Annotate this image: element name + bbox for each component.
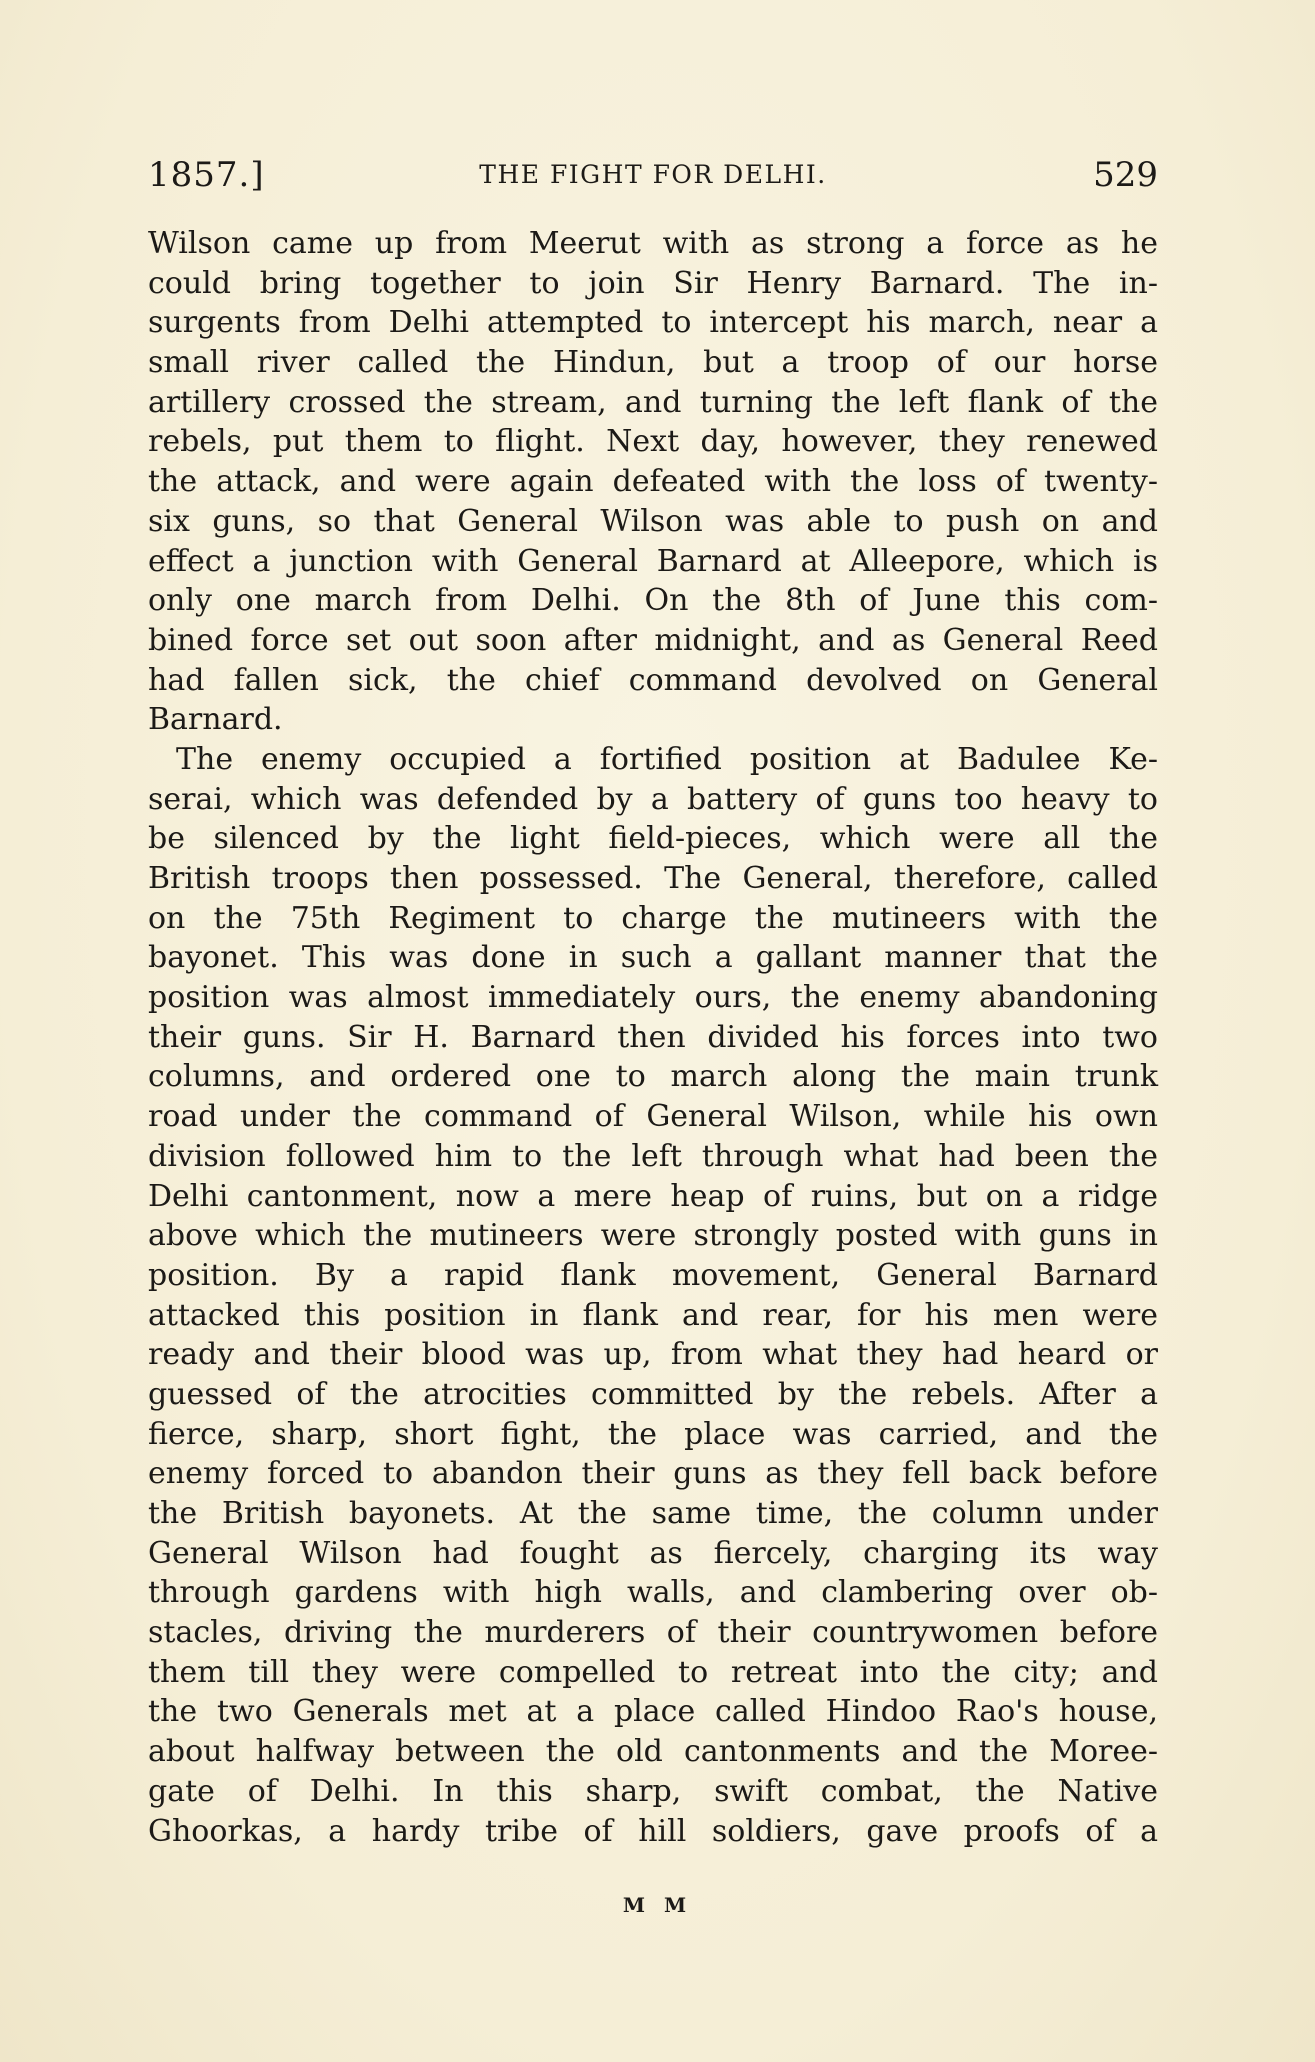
text-line: only one march from Delhi. On the 8th of June this com-: [148, 583, 1158, 619]
running-header: [148, 150, 1158, 200]
text-line: could bring together to join Sir Henry Barnard. The in-: [148, 265, 1158, 301]
body-text: [148, 224, 1158, 1851]
signature-mark: M M: [622, 1893, 693, 1917]
text-line: effect a junction with General Barnard at Alleepore, which is: [148, 543, 1158, 579]
text-line: the attack, and were again defeated with the loss of twenty-: [148, 464, 1158, 500]
text-line: attacked this position in flank and rear, for his men were: [148, 1297, 1158, 1333]
text-line: British troops then possessed. The General, therefore, called: [148, 861, 1158, 896]
text-line: about halfway between the old cantonments and the Moree-: [148, 1734, 1158, 1770]
text-line: on the 75th Regiment to charge the mutineers with the: [148, 900, 1158, 936]
text-line: rebels, put them to flight. Next day, however, they renewed: [148, 424, 1158, 460]
text-line: The enemy occupied a fortified position at Badulee Ke-: [176, 741, 1158, 777]
text-line: small river called the Hindun, but a troop of our horse: [148, 345, 1158, 381]
text-line: stacles, driving the murderers of their countrywomen before: [148, 1615, 1158, 1651]
text-line: Delhi cantonment, now a mere heap of ruins, but on a ridge: [148, 1178, 1158, 1214]
text-line: fierce, sharp, short fight, the place was carried, and the: [148, 1416, 1158, 1452]
text-line: Ghoorkas, a hardy tribe of hill soldiers, gave proofs of a: [148, 1813, 1158, 1849]
text-line: Barnard.: [148, 702, 283, 738]
page-number: 529: [1093, 155, 1158, 195]
text-line: division followed him to the left through what had been the: [148, 1138, 1158, 1174]
text-line: through gardens with high walls, and clambering over ob-: [148, 1575, 1158, 1611]
text-line: the British bayonets. At the same time, the column under: [148, 1496, 1158, 1531]
text-line: be silenced by the light field-pieces, which were all the: [148, 821, 1158, 857]
text-line: position was almost immediately ours, the enemy abandoning: [148, 980, 1158, 1016]
text-line: bayonet. This was done in such a gallant manner that the: [148, 940, 1158, 976]
text-line: columns, and ordered one to march along the main trunk: [148, 1059, 1158, 1095]
text-line: Wilson came up from Meerut with as strong a force as he: [148, 226, 1158, 261]
text-line: artillery crossed the stream, and turning the left flank of the: [148, 384, 1158, 420]
text-line: them till they were compelled to retreat into the city; and: [148, 1654, 1158, 1690]
header-title: THE FIGHT FOR DELHI.: [479, 160, 827, 189]
text-line: their guns. Sir H. Barnard then divided his forces into two: [148, 1019, 1158, 1055]
text-line: above which the mutineers were strongly posted with guns in: [148, 1218, 1158, 1254]
text-line: General Wilson had fought as fiercely, charging its way: [148, 1535, 1158, 1571]
text-line: road under the command of General Wilson, while his own: [148, 1099, 1158, 1135]
text-line: surgents from Delhi attempted to intercept his march, near a: [148, 305, 1158, 341]
text-line: position. By a rapid flank movement, General Barnard: [148, 1257, 1158, 1293]
text-line: enemy forced to abandon their guns as they fell back before: [148, 1456, 1158, 1492]
text-line: six guns, so that General Wilson was able to push on and: [148, 503, 1158, 539]
text-line: bined force set out soon after midnight, and as General Reed: [148, 622, 1158, 658]
text-line: gate of Delhi. In this sharp, swift combat, the Native: [148, 1773, 1158, 1809]
text-line: guessed of the atrocities committed by the rebels. After a: [148, 1376, 1158, 1412]
text-line: had fallen sick, the chief command devolved on General: [148, 662, 1158, 698]
text-line: serai, which was defended by a battery of guns too heavy to: [148, 781, 1158, 817]
header-year: 1857.]: [148, 155, 265, 195]
text-line: the two Generals met at a place called Hindoo Rao's house,: [148, 1694, 1158, 1730]
text-line: ready and their blood was up, from what they had heard or: [148, 1337, 1158, 1373]
